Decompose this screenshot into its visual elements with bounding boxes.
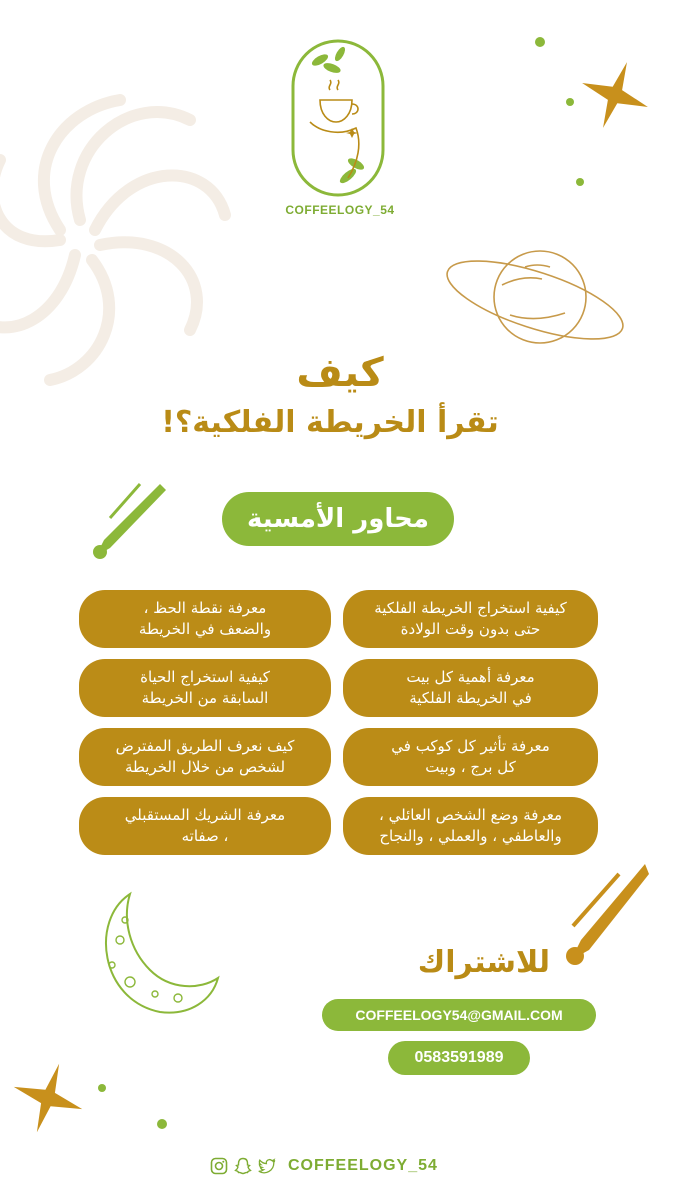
topic-card: كيفية استخراج الخريطة الفلكية حتى بدون وقت الولادة [343,590,598,648]
topic-card: معرفة تأثير كل كوكب في كل برج ، وبيت [343,728,598,786]
brand-name: COFFEELOGY_54 [285,203,395,217]
instagram-icon[interactable] [210,1157,228,1175]
headline-line2: تقرأ الخريطة الفلكية؟! [161,405,499,440]
dots-decoration [90,1080,180,1140]
topic-card: معرفة وضع الشخص العائلي ، والعاطفي ، والعملي ، والنجاح [343,797,598,855]
dots-decoration [530,30,610,200]
phone-link[interactable]: 0583591989 [388,1041,530,1075]
footer-handle: COFFEELOGY_54 [288,1157,438,1174]
topic-card: كيف نعرف الطريق المفترض لشخص من خلال الخريطة [79,728,331,786]
topic-card: معرفة أهمية كل بيت في الخريطة الفلكية [343,659,598,717]
subscribe-label: للاشتراك [417,945,550,980]
logo-emblem [290,38,386,198]
section-title: محاور الأمسية [222,492,454,546]
twitter-icon[interactable] [258,1157,276,1175]
moon-icon [90,890,225,1020]
snapchat-icon[interactable] [234,1157,252,1175]
comet-icon [545,860,650,975]
star-icon [12,1062,84,1134]
topic-card: معرفة الشريك المستقبلي ، صفاته [79,797,331,855]
footer-social [210,1154,438,1178]
headline-line1: كيف [296,350,384,396]
email-link[interactable]: COFFEELOGY54@GMAIL.COM [322,999,596,1031]
comet-icon [80,478,170,568]
planet-icon [440,245,635,360]
topic-card: كيفية استخراج الحياة السابقة من الخريطة [79,659,331,717]
topic-card: معرفة نقطة الحظ ، والضعف في الخريطة [79,590,331,648]
